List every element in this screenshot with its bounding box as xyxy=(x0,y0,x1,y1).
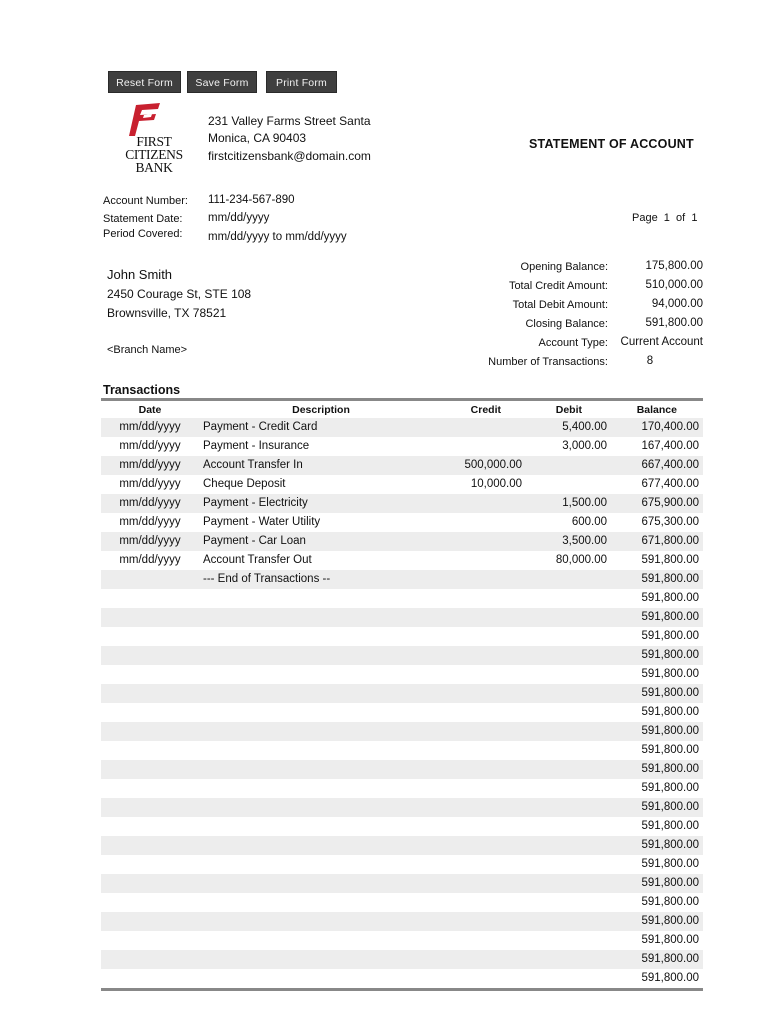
cell-date: mm/dd/yyyy xyxy=(119,440,181,452)
cell-balance: 591,800.00 xyxy=(641,782,699,794)
cell-description: Payment - Car Loan xyxy=(203,535,306,547)
cell-debit: 1,500.00 xyxy=(562,497,607,509)
table-row xyxy=(101,893,703,912)
table-row xyxy=(101,532,703,551)
cell-description: Payment - Electricity xyxy=(203,497,308,509)
table-row xyxy=(101,475,703,494)
cell-balance: 170,400.00 xyxy=(641,421,699,433)
summary-label: Total Debit Amount: xyxy=(512,299,608,311)
customer-address-line1: 2450 Courage St, STE 108 xyxy=(107,287,252,301)
bank-logo-line3: BANK xyxy=(135,160,173,175)
cell-balance: 591,800.00 xyxy=(641,573,699,585)
period-covered-label: Period Covered: xyxy=(103,228,183,240)
statement-date-label: Statement Date: xyxy=(103,213,183,225)
table-row xyxy=(101,589,703,608)
summary-value: 94,000.00 xyxy=(651,298,703,310)
cell-balance: 591,800.00 xyxy=(641,801,699,813)
column-header-balance: Balance xyxy=(636,404,677,416)
cell-debit: 5,400.00 xyxy=(562,421,607,433)
cell-balance: 677,400.00 xyxy=(641,478,699,490)
cell-balance: 591,800.00 xyxy=(641,687,699,699)
summary-value: 175,800.00 xyxy=(645,260,703,272)
cell-description: Account Transfer Out xyxy=(203,554,312,566)
cell-date: mm/dd/yyyy xyxy=(119,554,181,566)
cell-debit: 3,000.00 xyxy=(562,440,607,452)
cell-description: Account Transfer In xyxy=(203,459,303,471)
cell-balance: 591,800.00 xyxy=(641,592,699,604)
table-row xyxy=(101,836,703,855)
bank-address-line1: 231 Valley Farms Street Santa xyxy=(208,114,371,128)
page-title: STATEMENT OF ACCOUNT xyxy=(529,137,694,151)
bank-logo-line2: CITIZENS xyxy=(125,147,183,162)
transactions-table xyxy=(101,398,703,988)
summary-value: 510,000.00 xyxy=(645,279,703,291)
cell-debit: 600.00 xyxy=(571,516,607,528)
cell-balance: 591,800.00 xyxy=(641,877,699,889)
cell-balance: 591,800.00 xyxy=(641,972,699,984)
cell-balance: 591,800.00 xyxy=(641,649,699,661)
table-row xyxy=(101,760,703,779)
summary-label: Opening Balance: xyxy=(520,261,608,273)
table-row xyxy=(101,646,703,665)
cell-balance: 591,800.00 xyxy=(641,706,699,718)
cell-date: mm/dd/yyyy xyxy=(119,421,181,433)
summary-label: Total Credit Amount: xyxy=(508,280,608,292)
period-covered-value: mm/dd/yyyy to mm/dd/yyyy xyxy=(208,231,347,243)
table-row xyxy=(101,722,703,741)
cell-balance: 591,800.00 xyxy=(641,668,699,680)
cell-balance: 591,800.00 xyxy=(641,763,699,775)
page-indicator: Page 1 of 1 xyxy=(632,212,698,224)
cell-balance: 591,800.00 xyxy=(641,896,699,908)
table-row xyxy=(101,570,703,589)
cell-date: mm/dd/yyyy xyxy=(119,535,181,547)
column-header-date: Date xyxy=(138,404,162,416)
summary-label: Closing Balance: xyxy=(525,318,608,330)
summary-label: Number of Transactions: xyxy=(488,356,608,368)
bank-address-line2: Monica, CA 90403 xyxy=(208,131,307,145)
summary-value: 591,800.00 xyxy=(645,317,703,329)
table-row xyxy=(101,817,703,836)
table-row xyxy=(101,703,703,722)
cell-balance: 591,800.00 xyxy=(641,744,699,756)
cell-balance: 591,800.00 xyxy=(641,554,699,566)
table-row xyxy=(101,665,703,684)
account-number-label: Account Number: xyxy=(103,195,188,207)
table-row xyxy=(101,798,703,817)
reset-form-button[interactable]: Reset Form xyxy=(108,71,181,93)
cell-balance: 591,800.00 xyxy=(641,725,699,737)
cell-description: Cheque Deposit xyxy=(203,478,286,490)
table-row xyxy=(101,684,703,703)
customer-name: John Smith xyxy=(107,267,173,282)
cell-balance: 591,800.00 xyxy=(641,915,699,927)
bank-logo xyxy=(118,103,190,175)
bank-logo-mark-icon xyxy=(118,103,190,137)
cell-date: mm/dd/yyyy xyxy=(119,459,181,471)
print-form-button[interactable]: Print Form xyxy=(266,71,337,93)
summary-label: Account Type: xyxy=(538,337,608,349)
cell-balance: 675,900.00 xyxy=(641,497,699,509)
table-row xyxy=(101,969,703,988)
cell-balance: 591,800.00 xyxy=(641,934,699,946)
column-header-debit: Debit xyxy=(555,404,582,416)
summary-value: 8 xyxy=(646,355,654,367)
statement-date-value: mm/dd/yyyy xyxy=(208,212,270,224)
cell-balance: 671,800.00 xyxy=(641,535,699,547)
column-header-description: Description xyxy=(292,404,350,416)
table-row xyxy=(101,551,703,570)
table-body xyxy=(101,418,703,988)
cell-credit: 500,000.00 xyxy=(464,459,522,471)
transactions-title: Transactions xyxy=(103,383,181,397)
table-row xyxy=(101,513,703,532)
table-row xyxy=(101,741,703,760)
cell-balance: 167,400.00 xyxy=(641,440,699,452)
bank-email: firstcitizensbank@domain.com xyxy=(208,149,371,163)
table-row xyxy=(101,931,703,950)
table-row xyxy=(101,494,703,513)
cell-balance: 591,800.00 xyxy=(641,839,699,851)
column-header-credit: Credit xyxy=(470,404,501,416)
bank-logo-line1: FIRST xyxy=(136,134,172,149)
cell-balance: 591,800.00 xyxy=(641,820,699,832)
cell-balance: 675,300.00 xyxy=(641,516,699,528)
cell-balance: 591,800.00 xyxy=(641,858,699,870)
cell-balance: 591,800.00 xyxy=(641,611,699,623)
table-row xyxy=(101,779,703,798)
cell-balance: 667,400.00 xyxy=(641,459,699,471)
cell-debit: 3,500.00 xyxy=(562,535,607,547)
table-row xyxy=(101,456,703,475)
cell-balance: 591,800.00 xyxy=(641,953,699,965)
account-number-value: 111-234-567-890 xyxy=(208,194,295,206)
branch-name: <Branch Name> xyxy=(107,344,188,356)
table-row xyxy=(101,627,703,646)
table-row xyxy=(101,418,703,437)
table-bottom-border xyxy=(101,988,703,991)
cell-debit: 80,000.00 xyxy=(555,554,607,566)
summary-value: Current Account xyxy=(620,336,703,348)
table-row xyxy=(101,608,703,627)
cell-description: Payment - Insurance xyxy=(203,440,310,452)
customer-address-line2: Brownsville, TX 78521 xyxy=(107,306,227,320)
table-row xyxy=(101,874,703,893)
cell-balance: 591,800.00 xyxy=(641,630,699,642)
table-row xyxy=(101,855,703,874)
cell-date: mm/dd/yyyy xyxy=(119,516,181,528)
cell-date: mm/dd/yyyy xyxy=(119,478,181,490)
table-header xyxy=(101,401,703,418)
cell-credit: 10,000.00 xyxy=(470,478,522,490)
cell-description: Payment - Credit Card xyxy=(203,421,318,433)
cell-description: Payment - Water Utility xyxy=(203,516,321,528)
cell-date: mm/dd/yyyy xyxy=(119,497,181,509)
cell-description: --- End of Transactions -- xyxy=(203,573,331,585)
table-row xyxy=(101,437,703,456)
table-row xyxy=(101,912,703,931)
save-form-button[interactable]: Save Form xyxy=(187,71,257,93)
table-row xyxy=(101,950,703,969)
